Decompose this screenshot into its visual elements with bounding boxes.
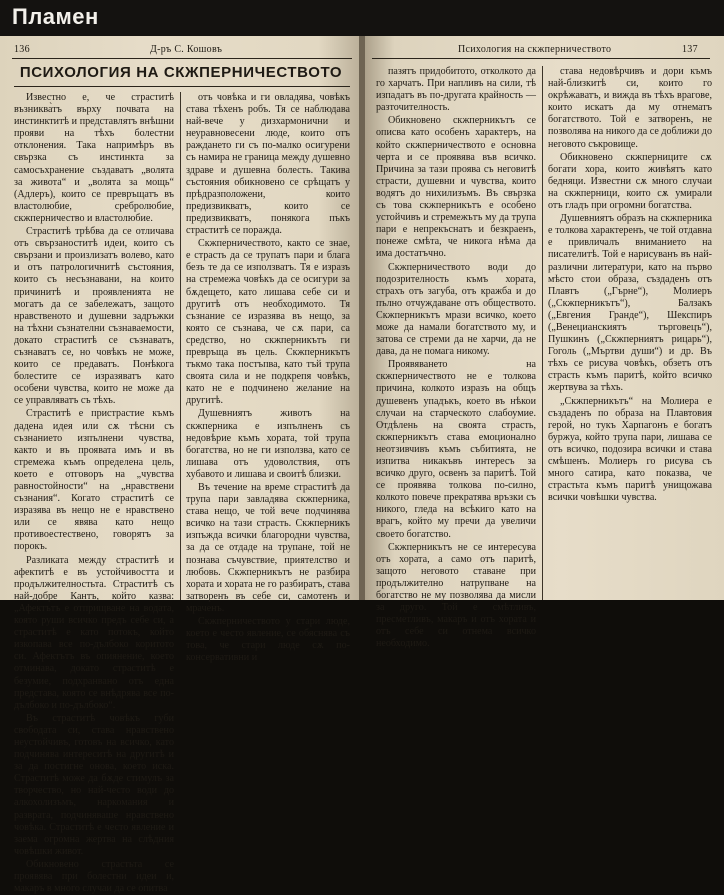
paragraph: става недовѣрчивъ и дори къмъ най-близкитѣ си, които го окрѣжаватъ, и вижда въ тѣхъ врагове, които искатъ да му отнематъ богатството. Той е затворенъ, не позволява на никого да се доближи до неговото съкровище. bbox=[548, 66, 712, 150]
paragraph: Душевниятъ образъ на скжперника е толкова характеренъ, че той отдавна е привличалъ вниманието на писателитѣ. Той е нарисуванъ въ най-различни литератури, като на първо мѣсто стои образа, създаденъ отъ Плавтъ („Гърне“), Молиеръ („Скжперникътъ“), Балзакъ („Евгения Гранде“), Шекспиръ („Венецианскиятъ търговецъ“), Пушкинъ („Скжперниятъ рицарь“), Гоголь („Мъртви души“) и др. Въ тѣхъ се рисува човѣкъ, обзетъ отъ страсть къмъ паритѣ, който всичко жертвува за тѣхъ. bbox=[548, 213, 712, 394]
paragraph: Страститѣ трѣбва да се отличава отъ свързаноститѣ идеи, които съ свързани и произлизатъ волево, като и отъ патрологичнитѣ състояния, които съ несъзнавани, на които причинитѣ и проявленията не могатъ да се забележатъ, защото нравственото и душевни задръжки на тѣхни съзнателни съзнаваемости, докато страститѣ се съзнаватъ, съзнаватъ се, но човѣкъ не може, които се предаватъ. Понѣкога болестите се изразяватъ като особени чувства, които не може да се управляватъ съ тѣхъ. bbox=[14, 226, 174, 407]
paragraph: Известно е, че страститѣ възниква̀тъ върху почвата на инстинктитѣ и представлятъ внѣшни прояви на тѣхъ болестни отклонения. Така напримѣръ въ свързка съ инстинкта за самосъхранение създаватъ „волята за живота“ и „волята за мощь“ (Адлеръ), които се превръщатъ въ властолюбие, сребролюбие, скжперничество и властолюбие. bbox=[14, 92, 174, 224]
image-top-strip bbox=[0, 0, 724, 36]
paragraph: Въ течение на време страститѣ да трупа пари завладява скжперника, става нещо, че той вече подчинява всичко на тази страсть. Скжперникъ изпъжда всички благородни чувства, за да се отдаде на трупане, той не познава съчувствие, приятелство и любовь. Скжперникътъ не разбира хората и хората не го разбиратъ, става затворенъ въ себе си, самотенъ и мраченъ. bbox=[186, 482, 350, 614]
paragraph: Разликата между страститѣ и афектитѣ е въ устойчивостта и продължителностьта. Страститѣ съ най-добре Кантъ, който казва: „Афектътъ е отприщване на водата, която руши всичко предъ себе си, а страститѣ е като потокъ, който изкопава все по-дълбоко коритото си. Афектътъ въ опиянение, което отминава, докато страститѣ е безумие, подхранвано отъ една представа, която се внѣдрява все по-дълбоко и по-дълбоко“. bbox=[14, 554, 174, 711]
left-page-number: 136 bbox=[14, 44, 30, 55]
paragraph: „Скжперникътъ“ на Молиера е създаденъ по образа на Плавтовия герой, но тукъ Харпагонъ е богатъ буржуа, който трупа пари, лишава се отъ всичко, подозира всички и става смѣшенъ. Молиеръ го рисува съ много сатира, като показва, че страстьта къмъ паритѣ унищожава всички човѣшки чувства. bbox=[548, 395, 712, 504]
right-running-header: Психология на скжперничеството bbox=[458, 44, 612, 55]
left-column-divider bbox=[180, 92, 181, 600]
title-rule bbox=[14, 86, 350, 87]
left-page bbox=[0, 36, 362, 895]
paragraph: Обикновено скжперниците сѫ богати хора, които живѣятъ като бедняци. Известни сѫ много случаи на скжперници, които сѫ умирали отъ гладъ при огромни богатства. bbox=[548, 151, 712, 212]
right-page-number: 137 bbox=[682, 44, 698, 55]
watermark: Пламен bbox=[12, 4, 99, 29]
book-gutter bbox=[359, 36, 365, 600]
paragraph: Обикновено скжперникътъ се описва като особенъ характеръ, на който скжперничеството е основна черта и се проявява във всичко. Причина за тази проява съ неговитѣ страсти, душевни и чувства, които водятъ до нихилизъмъ. Въ свързка съ това скжперникътъ е особено устойчивъ и стремежътъ му да трупа пари е непрекъснатъ и безкраенъ, понеже смѣта, че никога нѣма да има достатъчно. bbox=[376, 115, 536, 260]
chapter-title: ПСИХОЛОГИЯ НА СКЖПЕРНИЧЕСТВОТО bbox=[19, 64, 343, 81]
paragraph: Скжперникътъ не се интересува отъ хората, а само отъ паритѣ, защото неговото ставане при продължително натрупване на богатство не му позволява да мисли за друго. Той е смѣтливъ, пресметливъ, макаръ и отъ хората и отъ себе си отнема всичко необходимо. bbox=[376, 541, 536, 650]
paragraph: Скжперничеството води до подозрителность къмъ хората, страхъ отъ загуба, отъ кражба и до пълно отчуждаване отъ обществото. Скжперникътъ мрази всичко, което може да намали богатството му, и затова се стреми да не харчи, да не дава, да не помага никому. bbox=[376, 261, 536, 358]
right-header-rule bbox=[372, 58, 710, 59]
paragraph: Душевниятъ животъ на скжперника е изпълненъ съ недовѣрие къмъ хората, той трупа богатства, но не ги използва, като се лишава отъ удоволствия, отъ хубавото и лишава и своитѣ близки. bbox=[186, 408, 350, 480]
paragraph: пазятъ придобитото, отколкото да го харчатъ. При напливъ на сили, тѣ изпадатъ въ по-другата крайность — разточителность. bbox=[376, 66, 536, 114]
paragraph: Въ страститѣ човѣкъ губи свободата си, става нравствено неустойчивъ, готовъ на всичко, като подчинява интереситѣ на другитѣ и за да постигне онова, което иска. Страститѣ може да бѫде стимулъ за творчество, но най-често води до алкохолизъмъ, наркомания и разврата, подчиняваше нравствено човѣка. Страститѣ е често явление и заема огромна жертва на слѣдния човѣшки живот. bbox=[14, 712, 174, 857]
paragraph: Скжперничеството, както се знае, е страсть да се трупатъ пари и блага безъ те да се използватъ. Тя е изразъ на стремежа човѣкъ да се осигури за бѫдещето, като лишава себе си и другитѣ отъ необходимото. Тя съзнание се изразява въ нещо, за която се съзнава, че сѫ пари, са средство, но скжперникътъ ги превръща въ цель. Скжперникътъ тъкмо така постъпва, като тъй трупа своята сила и не подкрепя човѣкъ, като не е подчинено желание на другитѣ. bbox=[186, 238, 350, 407]
paragraph: Скжперничеството у стари люде, което е често явление, се обяснява съ това, че стари люде сѫ по-консервативни и bbox=[186, 616, 350, 664]
left-column-1 bbox=[14, 92, 174, 895]
paragraph: отъ човѣка и ги овладява, човѣкъ става тѣхенъ робъ. Тя се наблюдава най-вече у дизхармонични и неуравновесени люде, които отъ раждането ги съ по-малко осигурени съ намира не граница между душевно здраве и душевна болесть. Такива състояния обикновено се срѣщатъ у прѣдразположени, които предизвикватъ, които се предизвикватъ, понякога пъкъ страститѣ се поражда. bbox=[186, 92, 350, 237]
left-column-2 bbox=[186, 92, 350, 664]
left-header-rule bbox=[12, 58, 352, 59]
right-column-1 bbox=[376, 66, 536, 650]
left-running-header: Д-ръ С. Кошовъ bbox=[150, 44, 223, 55]
right-page bbox=[362, 36, 724, 650]
paragraph: Страститѣ е пристрастие къмъ дадена идея или сѫ тѣсни съ съзнанието изпълнени чувства, както и въ проявата имъ и въ стремежа къмъ определена цель, което е отговоръ на „чувства равностойности“ на „нравствени съзнания“. Когато страститѣ се изразява въ нещо не е нравствено или се явява като нещо противоестествено, говорятъ за порокъ. bbox=[14, 408, 174, 553]
right-column-2 bbox=[548, 66, 712, 600]
right-column-divider bbox=[542, 66, 543, 600]
paragraph: Проявяването на скжперничеството не е толкова причина, колкото изразъ на общъ душевенъ упадъкъ, което въ нѣкои случаи на старческото слабоумие. Отдѣлень на своята страсть, скжперникътъ става емоционално неотзивчивъ къмъ събитията, не изпитва никакъвъ интересъ за всичко друго, освенъ за паритѣ. Той се проявява толкова по-силно, колкото повече прекратява връзки съ никого, гледа на всѣкиго като на врагъ, който му пречи да увеличи своето богатство. bbox=[376, 359, 536, 540]
paragraph: Обикновено страстьта се проявява при болестни идеи и, макаръ в много случаи да се опитва bbox=[14, 858, 174, 895]
